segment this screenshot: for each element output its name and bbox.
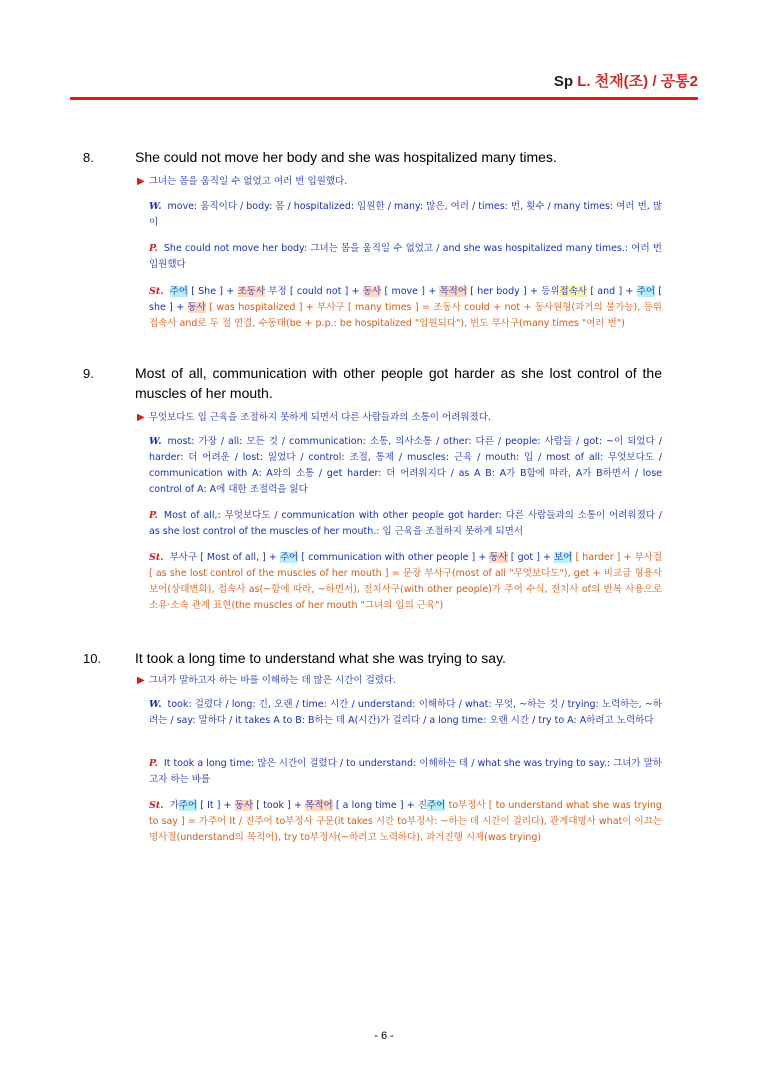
- structure-notes: [149, 284, 662, 332]
- header-l: L.: [577, 73, 591, 90]
- korean-translation: [137, 672, 396, 686]
- word-notes-text: most: 가장 / all: 모든 것 / communication: 소통, 의사소통 / other: 다른 / people: 사람들 / got: ~이 되었다 / harder: 더 어려운 / lost: 잃었다 / control: 조절, 통제 / muscles: 근육 / mouth: 입 / most of all: 무엇보다도 / communication with A: A와의 소통 / get harder: 더 어려워지다 / as A B: A가 B함에 따라, A가 B하면서 / lose control of A: A에 대한 조절력을 잃다: [149, 436, 662, 495]
- subject-label: 주어: [279, 552, 299, 563]
- s-explanation: [ harder ] + 부사절 [ as she lost control of the muscles of her mouth ] = 문장 부사구(most of all "무엇보다도"), get + 비교급 형용사 보어(상태변화), 접속사 as(~함에 따라, ~하면서), 전치사구(with other people)가 주어 수식, 전치사 of의 반복 사용으로 소유·소속 관계 표현(the muscles of her mouth "그녀의 입의 근육"): [149, 552, 663, 611]
- verb-label: 동사: [362, 286, 382, 297]
- korean-translation: [137, 173, 347, 187]
- s-text: [ her body ] + 등위: [470, 286, 560, 297]
- object-label: 목적어: [305, 800, 333, 811]
- w-tag: W.: [149, 699, 162, 710]
- verb-label: 동사: [234, 800, 254, 811]
- w-tag: W.: [149, 436, 162, 447]
- triangle-icon: ▶: [137, 176, 145, 187]
- object-label: 목적어: [439, 286, 467, 297]
- s-text: [ communication with other people ] +: [301, 552, 487, 563]
- header-rule: [70, 97, 698, 100]
- word-notes: [149, 697, 662, 729]
- english-sentence: She could not move her body and she was hospitalized many times.: [135, 149, 557, 165]
- item-number: 10.: [83, 651, 102, 666]
- translation-text: 그녀가 말하고자 하는 바를 이해하는 데 많은 시간이 걸렸다.: [148, 675, 397, 686]
- w-tag: W.: [149, 201, 162, 212]
- s-text: 부사구 [ Most of all, ] +: [169, 552, 277, 563]
- page-number: - 6 -: [374, 1030, 394, 1042]
- s-text: [ It ] +: [200, 800, 232, 811]
- triangle-icon: ▶: [137, 412, 145, 423]
- translation-text: 그녀는 몸을 움직일 수 없었고 여러 번 입원했다.: [148, 176, 348, 187]
- s-tag: St.: [149, 552, 164, 563]
- s-text: [ got ] +: [510, 552, 551, 563]
- subject-label: 주어: [169, 286, 188, 297]
- english-sentence: It took a long time to understand what she was trying to say.: [135, 650, 506, 666]
- s-explanation: to부정사 [ to understand what she was trying to say ] = 가주어 It / 진주어 to부정사 구문(it takes 시간 to부정사: ~하는 데 시간이 걸리다), 관계대명사 what이 이끄는 명사절(understand의 목적어), try to부정사(~하려고 노력하다), 과거진행 시제(was trying): [149, 800, 662, 843]
- item-number: 8.: [83, 150, 94, 165]
- structure-notes: [149, 798, 662, 846]
- s-explanation: [ was hospitalized ] + 부사구 [ many times ] = 조동사 could + not + 동사원형(과거의 불가능), 등위접속사 and로 두 절 연결, 수동태(be + p.p.: be hospitalized "입원되다"), 빈도 부사구(many times "여러 번"): [149, 302, 662, 329]
- p-tag: P.: [149, 510, 158, 521]
- p-tag: P.: [149, 758, 158, 769]
- s-text: [ a long time ] + 진: [335, 800, 428, 811]
- phrase-notes: [149, 241, 662, 273]
- p-tag: P.: [149, 243, 158, 254]
- phrase-notes-text: Most of all,: 무엇보다도 / communication with other people got harder: 다른 사람들과의 소통이 어려워졌다 / as she lost control of the muscles of her mouth.: 입 근육을 조절하지 못하게 되면서: [149, 510, 662, 537]
- subject-label: 주어: [427, 800, 446, 811]
- word-notes-text: move: 움직이다 / body: 몸 / hospitalized: 입원한 / many: 많은, 여러 / times: 번, 횟수 / many times: 여러 번, 많이: [149, 201, 662, 228]
- page-header: [554, 70, 698, 91]
- s-text: [ She ] +: [191, 286, 235, 297]
- verb-label: 동사: [187, 302, 206, 313]
- phrase-notes-text: She could not move her body: 그녀는 몸을 움직일 수 없었고 / and she was hospitalized many times.: 여러 번 입원했다: [149, 243, 662, 270]
- s-text: [ she ] +: [149, 286, 662, 313]
- s-tag: St.: [149, 800, 164, 811]
- phrase-notes-text: It took a long time: 많은 시간이 걸렸다 / to understand: 이해하는 데 / what she was trying to say.: 그녀가 말하고자 하는 바를: [149, 758, 662, 785]
- verb-label: 동사: [489, 552, 508, 563]
- s-text: 가: [169, 800, 179, 811]
- word-notes: [149, 434, 662, 498]
- header-title: 천재(조) / 공통2: [594, 73, 698, 90]
- s-text: [ and ] +: [590, 286, 634, 297]
- phrase-notes: [149, 508, 662, 540]
- english-sentence: Most of all, communication with other people got harder as she lost control of the muscles of her mouth.: [135, 365, 662, 401]
- aux-label: 조동사: [237, 286, 266, 297]
- phrase-notes: [149, 756, 662, 788]
- triangle-icon: ▶: [137, 675, 145, 686]
- subject-label: 주어: [636, 286, 655, 297]
- item-number: 9.: [83, 366, 94, 381]
- s-text: 부정 [ could not ] +: [268, 286, 360, 297]
- s-text: [ move ] +: [384, 286, 437, 297]
- conj-label: 접속사: [559, 286, 588, 297]
- s-tag: St.: [149, 286, 164, 297]
- word-notes: [149, 199, 662, 231]
- s-text: [ took ] +: [256, 800, 302, 811]
- word-notes-text: took: 걸렸다 / long: 긴, 오랜 / time: 시간 / understand: 이해하다 / what: 무엇, ~하는 것 / trying: 노력하는, ~하려는 / say: 말하다 / it takes A to B: B하는 데 A(시간)가 걸리다 / a long time: 오랜 시간 / try to A: A하려고 노력하다: [149, 699, 662, 726]
- complement-label: 보어: [554, 552, 573, 563]
- korean-translation: [137, 409, 491, 423]
- structure-notes: [149, 550, 662, 614]
- subject-label: 주어: [178, 800, 198, 811]
- header-sp: Sp: [553, 73, 574, 90]
- translation-text: 무엇보다도 입 근육을 조절하지 못하게 되면서 다른 사람들과의 소통이 어려워졌다.: [148, 412, 491, 423]
